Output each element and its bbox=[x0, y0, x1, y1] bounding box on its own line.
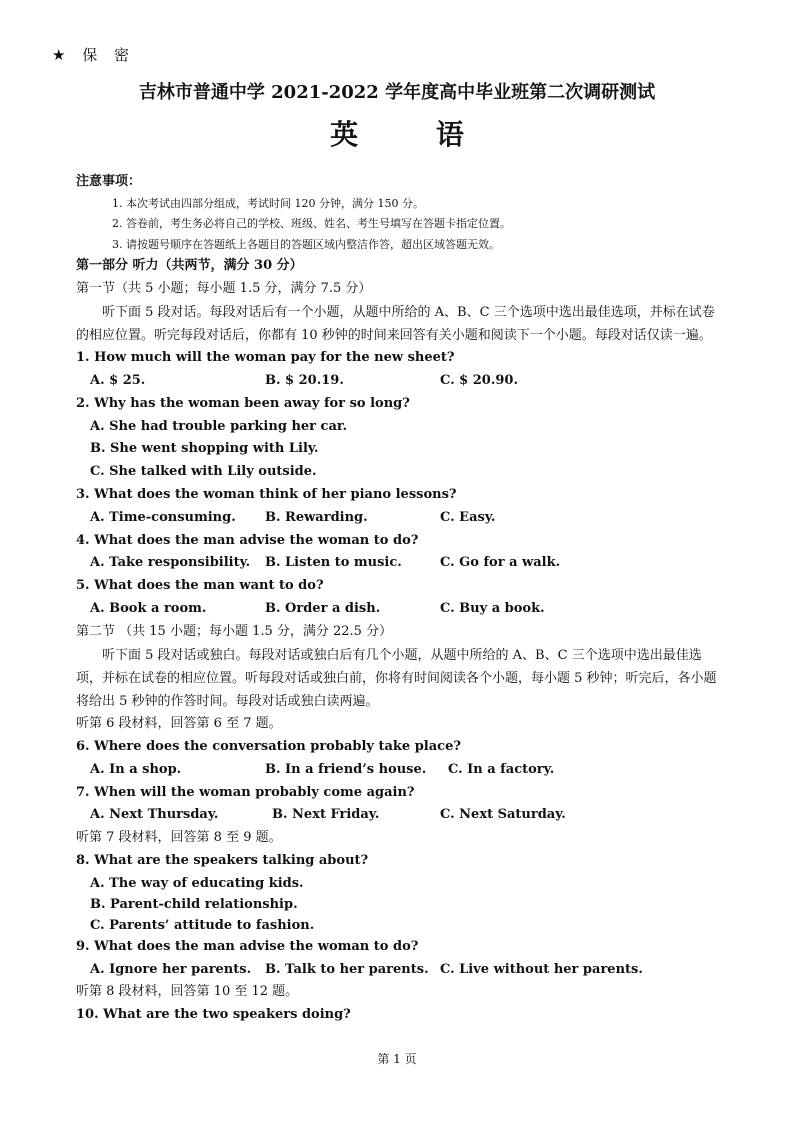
option-b: B. Listen to music. bbox=[265, 555, 402, 571]
exam-title: 吉林市普通中学 2021-2022 学年度高中毕业班第二次调研测试 bbox=[138, 82, 656, 103]
question-stem: 6. Where does the conversation probably take place? bbox=[76, 739, 461, 755]
option-c: C. Go for a walk. bbox=[440, 555, 561, 571]
option-c: C. Parents’ attitude to fashion. bbox=[90, 917, 315, 933]
confidential-mark: ★ 保 密 bbox=[52, 46, 135, 64]
option-c: C. Next Saturday. bbox=[440, 807, 566, 823]
notice-item: 3. 请按题号顺序在答题纸上各题目的答题区域内整洁作答，超出区域答题无效。 bbox=[112, 237, 500, 251]
option-row bbox=[76, 370, 722, 393]
material-instruction: 听第 6 段材料，回答第 6 至 7 题。 bbox=[76, 716, 282, 732]
notice-item: 1. 本次考试由四部分组成，考试时间 120 分钟，满分 150 分。 bbox=[112, 196, 424, 210]
option-row bbox=[76, 759, 722, 782]
option-a: A. Next Thursday. bbox=[90, 807, 219, 823]
option-b: B. Parent-child relationship. bbox=[90, 896, 298, 912]
option-c: C. Buy a book. bbox=[440, 601, 545, 617]
option-c: C. $ 20.90. bbox=[440, 373, 518, 389]
option-c: C. Live without her parents. bbox=[440, 961, 643, 977]
section2-instruction: 听下面 5 段对话或独白。每段对话或独白后有几个小题，从题中所给的 A、B、C 三个选项中选出最佳选项，并标在试卷的相应位置。听每段对话或独白前，你将有时间阅读各个小题，每小题 5 秒钟；听完后，各小题将给出 5 秒钟的作答时间。每段对话或独白读两遍。 bbox=[76, 647, 717, 710]
option-b: B. She went shopping with Lily. bbox=[90, 441, 319, 457]
option-row bbox=[76, 507, 722, 530]
option-a: A. She had trouble parking her car. bbox=[90, 418, 348, 434]
option-b: B. Next Friday. bbox=[272, 807, 380, 823]
option-b: B. Rewarding. bbox=[265, 509, 368, 525]
option-a: A. The way of educating kids. bbox=[90, 875, 304, 891]
option-b: B. $ 20.19. bbox=[265, 373, 344, 389]
option-row bbox=[76, 804, 722, 827]
option-a: A. Take responsibility. bbox=[90, 555, 251, 571]
question-stem: 1. How much will the woman pay for the new sheet? bbox=[76, 350, 455, 366]
part1-title: 第一部分 听力（共两节，满分 30 分） bbox=[76, 258, 303, 274]
section1-instruction: 听下面 5 段对话。每段对话后有一个小题，从题中所给的 A、B、C 三个选项中选出最佳选项，并标在试卷的相应位置。听完每段对话后，你都有 10 秒钟的时间来回答有关小题和阅读下一个小题。每段对话仅读一遍。 bbox=[76, 304, 715, 344]
question-stem: 2. Why has the woman been away for so long? bbox=[76, 395, 410, 411]
option-row bbox=[76, 959, 722, 982]
option-a: A. Time-consuming. bbox=[90, 509, 236, 525]
question-stem: 7. When will the woman probably come again? bbox=[76, 784, 415, 800]
option-c: C. Easy. bbox=[440, 509, 496, 525]
question-stem: 3. What does the woman think of her piano lessons? bbox=[76, 487, 457, 503]
option-b: B. Talk to her parents. bbox=[265, 961, 429, 977]
option-row bbox=[76, 552, 722, 575]
question-stem: 8. What are the speakers talking about? bbox=[76, 853, 369, 869]
exam-content bbox=[76, 171, 722, 1027]
option-a: A. Book a room. bbox=[90, 601, 207, 617]
material-instruction: 听第 8 段材料，回答第 10 至 12 题。 bbox=[76, 984, 299, 1000]
option-c: C. She talked with Lily outside. bbox=[90, 464, 317, 480]
section2-title: 第二节 （共 15 小题；每小题 1.5 分，满分 22.5 分） bbox=[76, 623, 393, 639]
material-instruction: 听第 7 段材料，回答第 8 至 9 题。 bbox=[76, 830, 282, 846]
option-a: A. Ignore her parents. bbox=[90, 961, 252, 977]
section1-title: 第一节（共 5 小题；每小题 1.5 分，满分 7.5 分） bbox=[76, 281, 372, 297]
option-row bbox=[76, 598, 722, 621]
notice-heading: 注意事项： bbox=[76, 174, 142, 189]
option-a: A. In a shop. bbox=[90, 761, 182, 777]
option-c: C. In a factory. bbox=[448, 761, 555, 777]
option-b: B. Order a dish. bbox=[265, 601, 381, 617]
question-stem: 9. What does the man advise the woman to do? bbox=[76, 938, 419, 954]
question-stem: 5. What does the man want to do? bbox=[76, 578, 324, 594]
page-number: 第 1 页 bbox=[377, 1052, 417, 1066]
question-stem: 4. What does the man advise the woman to do? bbox=[76, 532, 419, 548]
question-stem: 10. What are the two speakers doing? bbox=[76, 1007, 351, 1023]
notice-item: 2. 答卷前，考生务必将自己的学校、班级、姓名、考生号填写在答题卡指定位置。 bbox=[112, 217, 511, 231]
option-b: B. In a friend’s house. bbox=[265, 761, 427, 777]
option-a: A. $ 25. bbox=[90, 373, 146, 389]
subject-title: 英 语 bbox=[330, 118, 498, 151]
